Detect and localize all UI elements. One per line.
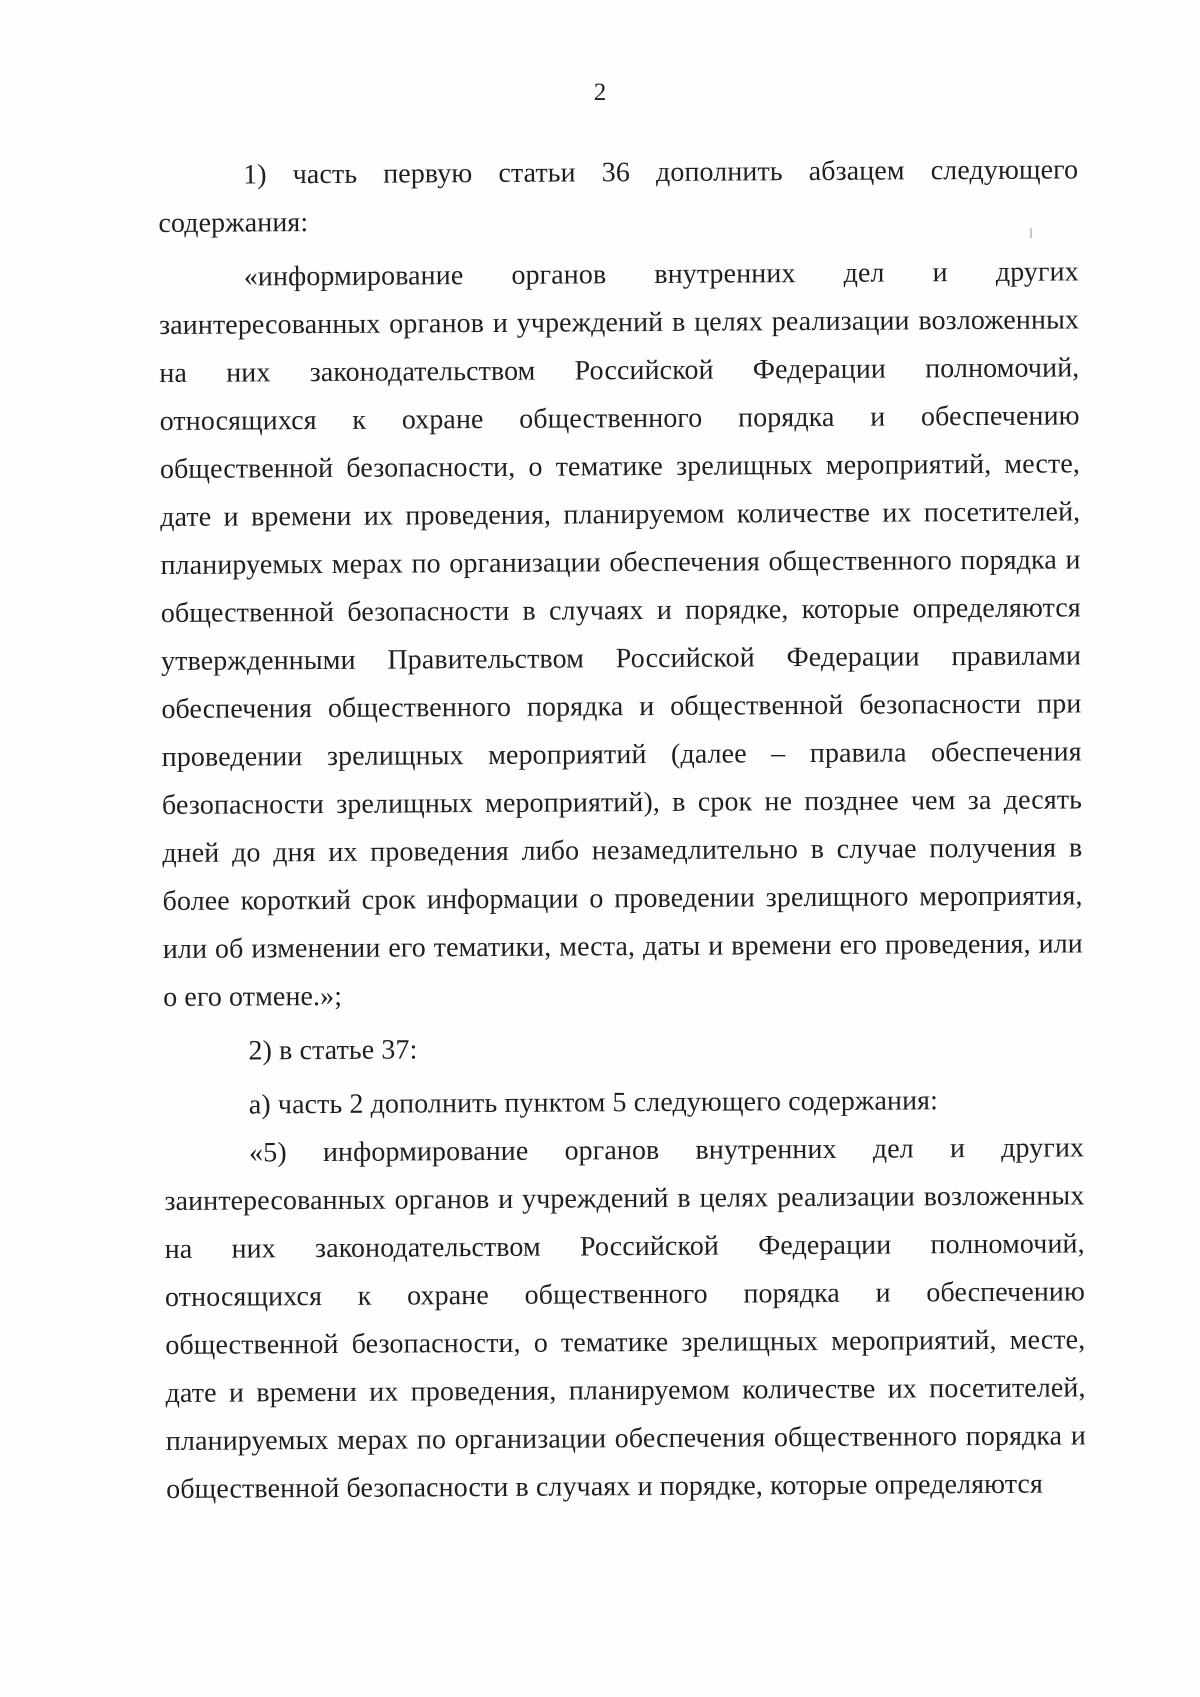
- paragraph-subitem-a: а) часть 2 дополнить пунктом 5 следующего содержания:: [248, 1085, 939, 1121]
- scan-speck: [1030, 228, 1032, 238]
- page-number: 2: [593, 79, 607, 106]
- paragraph-quote-1: «информирование органов внутренних дел и других заинтересованных органов и учреждений в целях реализации возложенных на них законодательством Российской Федерации полномочий, относящихся к охране общественного порядка и обеспечению общественной безопасности, о тематике зрелищных мероприятий, месте, дате и времени их проведения, планируемом количестве их посетителей, планируемых мерах по организации обеспечения общественного порядка и общественной безопасности в случаях и порядке, которые определяются утвержденными Правительством Российской Федерации правилами обеспечения общественного порядка и общественной безопасности при проведении зрелищных мероприятий (далее – правила обеспечения безопасности зрелищных мероприятий), в срок не позднее чем за десять дней до дня их проведения либо незамедлительно в случае получения в более короткий срок информации о проведении зрелищного мероприятия, или об изменении его тематики, места, даты и времени его проведения, или о его отмене.»;: [158, 256, 1083, 1013]
- paragraph-quote-2: «5) информирование органов внутренних дел и других заинтересованных органов и учреждений в целях реализации возложенных на них законодательством Российской Федерации полномочий, относящихся к охране общественного порядка и обеспечению общественной безопасности, о тематике зрелищных мероприятий, месте, дате и времени их проведения, планируемом количестве их посетителей, планируемых мерах по организации обеспечения общественного порядка и общественной безопасности в случаях и порядке, которые определяются: [164, 1132, 1086, 1505]
- paragraph-item-2: 2) в статье 37:: [248, 1034, 418, 1067]
- paragraph-item-1: 1) часть первую статьи 36 дополнить абзацем следующего содержания:: [158, 154, 1079, 239]
- document-body: [158, 146, 1086, 1514]
